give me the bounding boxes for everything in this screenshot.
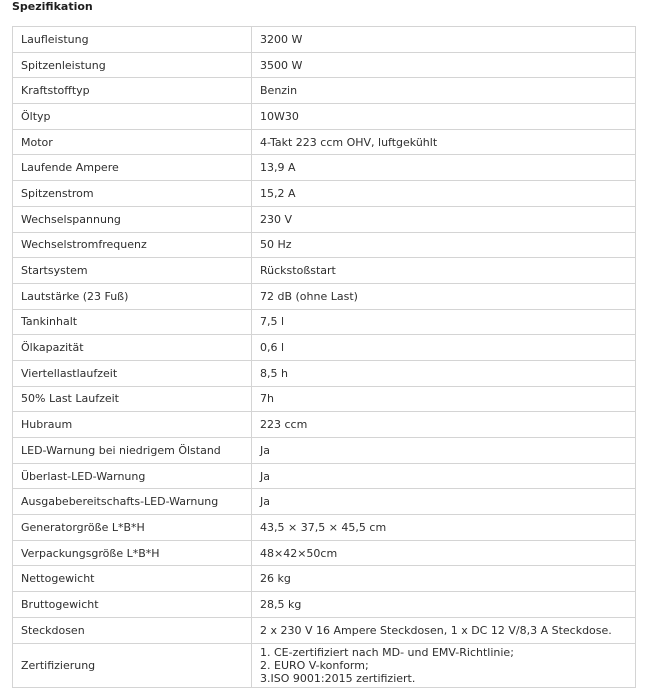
spec-row [13,489,636,515]
spec-value [252,309,636,335]
spec-label: Verpackungsgröße L*B*H [13,540,252,566]
spec-label: Motor [13,129,252,155]
spec-value [252,181,636,207]
spec-row [13,617,636,643]
spec-label: Spitzenleistung [13,52,252,78]
spec-value [252,566,636,592]
spec-label: Zertifizierung [13,643,252,687]
spec-label: Wechselspannung [13,206,252,232]
spec-value-line: 3200 W [260,32,303,46]
spec-row [13,386,636,412]
spec-value [252,617,636,643]
spec-value-line: 2 x 230 V 16 Ampere Steckdosen, 1 x DC 12 V/8,3 A Steckdose. [260,623,612,637]
spec-label: 50% Last Laufzeit [13,386,252,412]
spec-value-line: 7h [260,392,274,406]
spec-row [13,592,636,618]
spec-label: Hubraum [13,412,252,438]
spec-value [252,438,636,464]
spec-value-line: Ja [260,469,270,483]
spec-label: Wechselstromfrequenz [13,232,252,258]
spec-value [252,412,636,438]
spec-label: Lautstärke (23 Fuß) [13,283,252,309]
spec-value [252,283,636,309]
spec-value [252,360,636,386]
spec-value-line: 230 V [260,212,293,226]
spec-label: Tankinhalt [13,309,252,335]
spec-value-line: 0,6 l [260,341,285,355]
spec-row [13,515,636,541]
spec-label: LED-Warnung bei niedrigem Ölstand [13,438,252,464]
spec-label: Öltyp [13,104,252,130]
spec-value [252,643,636,687]
spec-row [13,52,636,78]
spec-value [252,258,636,284]
spec-label: Ölkapazität [13,335,252,361]
spec-row [13,232,636,258]
spec-label: Ausgabebereitschafts-LED-Warnung [13,489,252,515]
spec-row [13,283,636,309]
spec-value [252,489,636,515]
spec-value-line: Ja [260,443,270,457]
spec-label: Laufende Ampere [13,155,252,181]
spec-row [13,78,636,104]
spec-value-line: 2. EURO V-konform; [260,658,369,672]
spec-value-line: 26 kg [260,572,291,586]
spec-value [252,27,636,53]
spec-value-line: 3500 W [260,58,303,72]
spec-label: Startsystem [13,258,252,284]
specification-table-body [13,27,636,688]
spec-label: Bruttogewicht [13,592,252,618]
spec-row [13,540,636,566]
spec-label: Nettogewicht [13,566,252,592]
spec-label: Kraftstofftyp [13,78,252,104]
spec-value-line: 4-Takt 223 ccm OHV, luftgekühlt [260,135,438,149]
spec-value-line: 48×42×50cm [260,546,338,560]
spec-value [252,155,636,181]
spec-row [13,643,636,687]
spec-row [13,258,636,284]
section-title: Spezifikation [12,0,93,13]
spec-value-line: 1. CE-zertifiziert nach MD- und EMV-Richtlinie; [260,645,514,659]
specification-table [12,26,636,688]
spec-value-line: 8,5 h [260,366,288,380]
spec-value [252,386,636,412]
spec-row [13,155,636,181]
spec-value [252,104,636,130]
spec-value-line: 28,5 kg [260,597,302,611]
spec-value [252,540,636,566]
spec-row [13,438,636,464]
spec-label: Laufleistung [13,27,252,53]
spec-row [13,129,636,155]
spec-row [13,104,636,130]
spec-label: Generatorgröße L*B*H [13,515,252,541]
spec-value-line: Benzin [260,84,298,98]
spec-value-line: Ja [260,495,270,509]
spec-value-line: 7,5 l [260,315,285,329]
spec-label: Viertellastlaufzeit [13,360,252,386]
spec-value [252,78,636,104]
spec-value [252,206,636,232]
spec-row [13,309,636,335]
spec-value-line: 223 ccm [260,418,308,432]
spec-value-line: 3.ISO 9001:2015 zertifiziert. [260,671,416,685]
spec-row [13,335,636,361]
spec-label: Überlast-LED-Warnung [13,463,252,489]
spec-value-line: 13,9 A [260,161,296,175]
spec-value [252,129,636,155]
spec-value [252,592,636,618]
spec-value [252,52,636,78]
spec-value-line: 72 dB (ohne Last) [260,289,358,303]
spec-value-line: Rückstoßstart [260,264,336,278]
spec-row [13,412,636,438]
spec-value [252,463,636,489]
spec-row [13,206,636,232]
spec-value-line: 50 Hz [260,238,292,252]
spec-row [13,463,636,489]
spec-row [13,181,636,207]
spec-value-line: 10W30 [260,109,299,123]
spec-row [13,566,636,592]
spec-label: Spitzenstrom [13,181,252,207]
spec-label: Steckdosen [13,617,252,643]
spec-value [252,515,636,541]
spec-value [252,232,636,258]
spec-row [13,360,636,386]
spec-row [13,27,636,53]
spec-value-line: 43,5 × 37,5 × 45,5 cm [260,520,387,534]
spec-value-line: 15,2 A [260,186,296,200]
spec-value [252,335,636,361]
